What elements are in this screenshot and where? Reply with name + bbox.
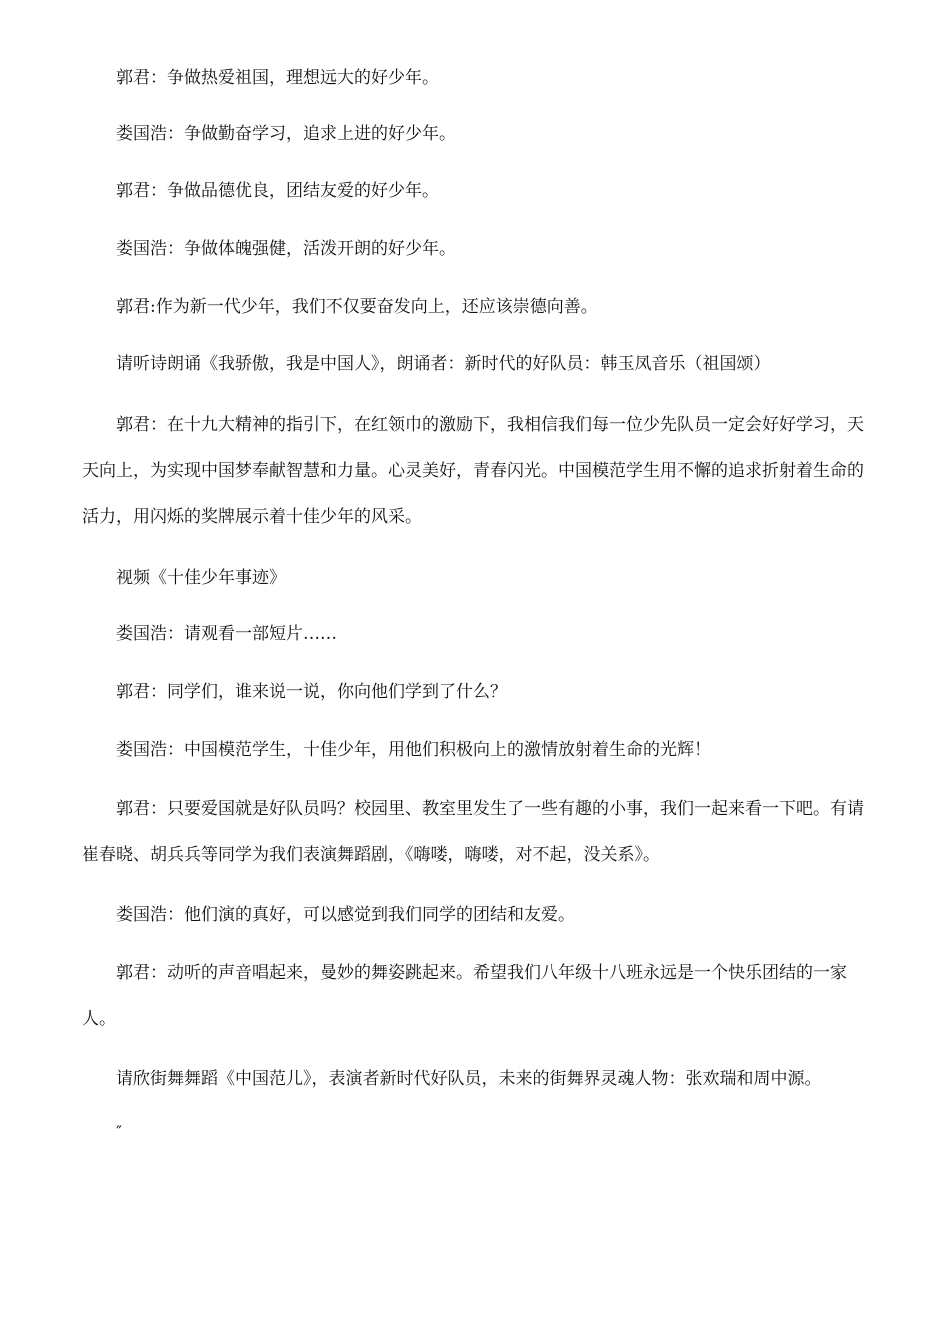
paragraph-15: 请欣街舞舞蹈《中国范儿》，表演者新时代好队员，未来的街舞界灵魂人物：张欢瑞和周中源。 — [116, 1069, 822, 1089]
paragraph-9: 娄国浩：请观看一部短片…… — [116, 624, 337, 644]
paragraph-3: 郭君：争做品德优良，团结友爱的好少年。 — [116, 181, 439, 201]
paragraph-8: 视频《十佳少年事迹》 — [116, 568, 286, 588]
paragraph-4: 娄国浩：争做体魄强健，活泼开朗的好少年。 — [116, 239, 456, 259]
paragraph-14: 郭君：动听的声音唱起来，曼妙的舞姿跳起来。希望我们八年级十八班永远是一个快乐团结的一家人。 — [82, 963, 847, 1029]
trailing-mark: ″ — [116, 1122, 122, 1141]
paragraph-13: 娄国浩：他们演的真好，可以感觉到我们同学的团结和友爱。 — [116, 905, 575, 925]
paragraph-1: 郭君：争做热爱祖国，理想远大的好少年。 — [116, 68, 439, 88]
paragraph-2: 娄国浩：争做勤奋学习，追求上进的好少年。 — [116, 124, 456, 144]
paragraph-11: 娄国浩：中国模范学生，十佳少年，用他们积极向上的激情放射着生命的光辉！ — [116, 740, 711, 760]
paragraph-7: 郭君：在十九大精神的指引下，在红领巾的激励下，我相信我们每一位少先队员一定会好好学习，天天向上，为实现中国梦奉献智慧和力量。心灵美好，青春闪光。中国模范学生用不懈的追求折射着生命的活力，用闪烁的奖牌展示着十佳少年的风采。 — [82, 415, 864, 527]
paragraph-10: 郭君：同学们，谁来说一说，你向他们学到了什么？ — [116, 682, 507, 702]
paragraph-6: 请听诗朗诵《我骄傲，我是中国人》，朗诵者：新时代的好队员：韩玉凤音乐（祖国颂） — [116, 354, 771, 374]
paragraph-12: 郭君：只要爱国就是好队员吗？校园里、教室里发生了一些有趣的小事，我们一起来看一下吧。有请崔春晓、胡兵兵等同学为我们表演舞蹈剧，《嗨喽，嗨喽，对不起，没关系》。 — [82, 799, 864, 865]
paragraph-5: 郭君:作为新一代少年，我们不仅要奋发向上，还应该崇德向善。 — [116, 297, 598, 317]
